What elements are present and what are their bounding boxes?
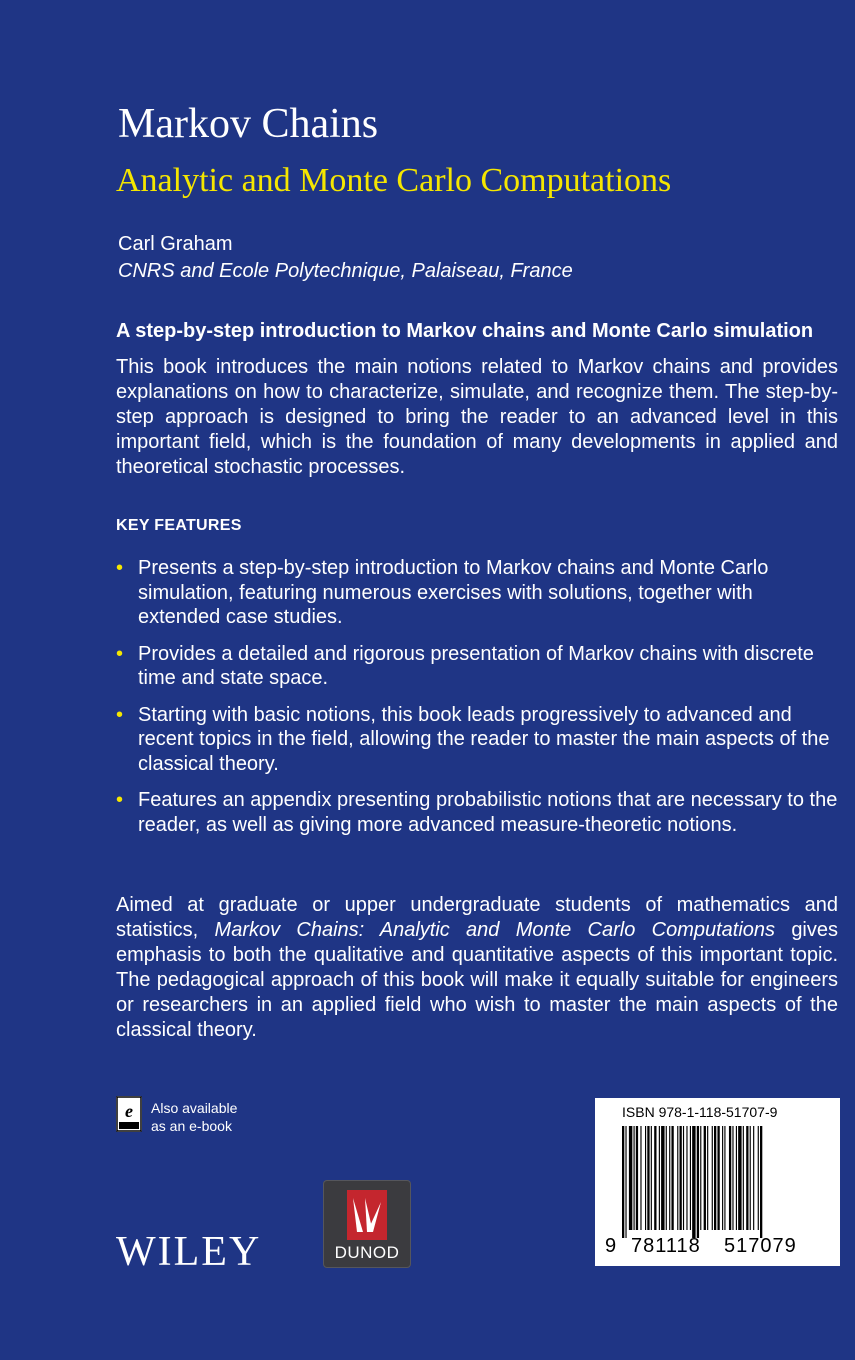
barcode-bar bbox=[680, 1126, 682, 1230]
feature-item bbox=[116, 788, 838, 837]
bullet-icon: • bbox=[116, 703, 124, 726]
closing-text-after: gives emphasis to both the qualitative and quantitative aspects of this important topic. The pedagogical approach of this book will make it equally suitable for engineers or researchers in an applied field who wish to master the main aspects of the classical theory. bbox=[116, 919, 839, 1041]
ebook-availability bbox=[151, 1099, 237, 1135]
barcode-bar bbox=[760, 1126, 762, 1238]
barcode-bar bbox=[743, 1126, 744, 1230]
barcode-bar bbox=[724, 1126, 725, 1230]
barcode-bar bbox=[732, 1126, 733, 1230]
feature-text: Provides a detailed and rigorous presentation of Markov chains with discrete time and state space. bbox=[138, 642, 814, 689]
barcode-bar bbox=[647, 1126, 649, 1230]
barcode-bar bbox=[622, 1126, 624, 1238]
barcode-icon bbox=[622, 1126, 812, 1238]
barcode-bar bbox=[697, 1126, 699, 1238]
barcode-bar bbox=[758, 1126, 759, 1230]
bullet-icon: • bbox=[116, 789, 124, 811]
barcode-bar bbox=[704, 1126, 706, 1230]
author-affiliation: CNRS and Ecole Polytechnique, Palaiseau, France bbox=[118, 260, 573, 282]
intro-paragraph: This book introduces the main notions related to Markov chains and provides explanations on how to characterize, simulate, and recognize them. The step-by-step approach is designed to bring the reader to an advanced level in this important field, which is the foundation of many developments in applied and theoretical stochastic processes. bbox=[116, 356, 838, 478]
feature-text: Features an appendix presenting probabilistic notions that are necessary to the reader, as well as giving more advanced measure-theoretic notions. bbox=[138, 789, 838, 836]
feature-text: Starting with basic notions, this book leads progressively to advanced and recent topics in the field, allowing the reader to master the main aspects of the classical theory. bbox=[138, 703, 830, 775]
barcode-bar bbox=[683, 1126, 684, 1230]
book-subtitle: Analytic and Monte Carlo Computations bbox=[116, 162, 672, 199]
barcode-bar bbox=[729, 1126, 731, 1230]
barcode-bar bbox=[625, 1126, 626, 1238]
feature-item bbox=[116, 642, 838, 691]
barcode-bar bbox=[746, 1126, 748, 1230]
barcode-first-digit: 9 bbox=[605, 1235, 618, 1257]
closing-book-title: Markov Chains: Analytic and Monte Carlo Computations bbox=[214, 919, 776, 941]
key-features-list bbox=[116, 556, 838, 849]
barcode-bar bbox=[717, 1126, 719, 1230]
ebook-line-2: as an e-book bbox=[151, 1118, 232, 1134]
ebook-line-1: Also available bbox=[151, 1100, 238, 1116]
barcode-bar bbox=[669, 1126, 670, 1230]
key-features-heading: KEY FEATURES bbox=[116, 517, 242, 534]
barcode-bar bbox=[714, 1126, 716, 1230]
barcode-bar bbox=[661, 1126, 664, 1230]
blurb-headline: A step-by-step introduction to Markov chains and Monte Carlo simulation bbox=[116, 320, 814, 342]
barcode-bar bbox=[692, 1126, 695, 1238]
author-name: Carl Graham bbox=[118, 233, 233, 255]
ebook-icon bbox=[116, 1096, 142, 1132]
barcode-bar bbox=[654, 1126, 656, 1230]
barcode-bar bbox=[640, 1126, 641, 1230]
barcode-bar bbox=[700, 1126, 701, 1230]
barcode-bar bbox=[659, 1126, 660, 1230]
barcode-bar bbox=[634, 1126, 635, 1230]
barcode-bar bbox=[629, 1126, 632, 1230]
barcode-group-1: 781118 bbox=[631, 1235, 701, 1257]
barcode-bar bbox=[690, 1126, 691, 1230]
barcode-bar bbox=[677, 1126, 678, 1230]
barcode-bar bbox=[666, 1126, 667, 1230]
barcode-bar bbox=[686, 1126, 687, 1230]
closing-text-before: Aimed at graduate or upper undergraduate students of mathematics and statistics, bbox=[116, 894, 838, 941]
barcode-bar bbox=[712, 1126, 713, 1230]
closing-paragraph bbox=[116, 893, 838, 1043]
barcode-bar bbox=[707, 1126, 708, 1230]
barcode-bar bbox=[753, 1126, 754, 1230]
barcode-bar bbox=[636, 1126, 638, 1230]
feature-item bbox=[116, 556, 838, 630]
bullet-icon: • bbox=[116, 642, 124, 665]
feature-item bbox=[116, 703, 838, 777]
wiley-logo: WILEY bbox=[116, 1229, 262, 1275]
feature-text: Presents a step-by-step introduction to Markov chains and Monte Carlo simulation, featuring numerous exercises with solutions, together with extended case studies. bbox=[138, 557, 769, 628]
isbn-barcode-box bbox=[595, 1098, 840, 1266]
barcode-group-2: 517079 bbox=[724, 1235, 797, 1257]
barcode-bar bbox=[645, 1126, 646, 1230]
barcode-bar bbox=[750, 1126, 751, 1230]
barcode-bar bbox=[736, 1126, 737, 1230]
bullet-icon: • bbox=[116, 557, 124, 579]
barcode-bar bbox=[738, 1126, 741, 1230]
dunod-logo bbox=[323, 1180, 411, 1268]
barcode-bar bbox=[722, 1126, 723, 1230]
svg-text:e: e bbox=[125, 1101, 133, 1121]
dunod-label: DUNOD bbox=[334, 1243, 400, 1262]
isbn-label: ISBN 978-1-118-51707-9 bbox=[622, 1104, 778, 1120]
book-title: Markov Chains bbox=[118, 101, 379, 147]
barcode-bar bbox=[651, 1126, 652, 1230]
barcode-bar bbox=[671, 1126, 673, 1230]
